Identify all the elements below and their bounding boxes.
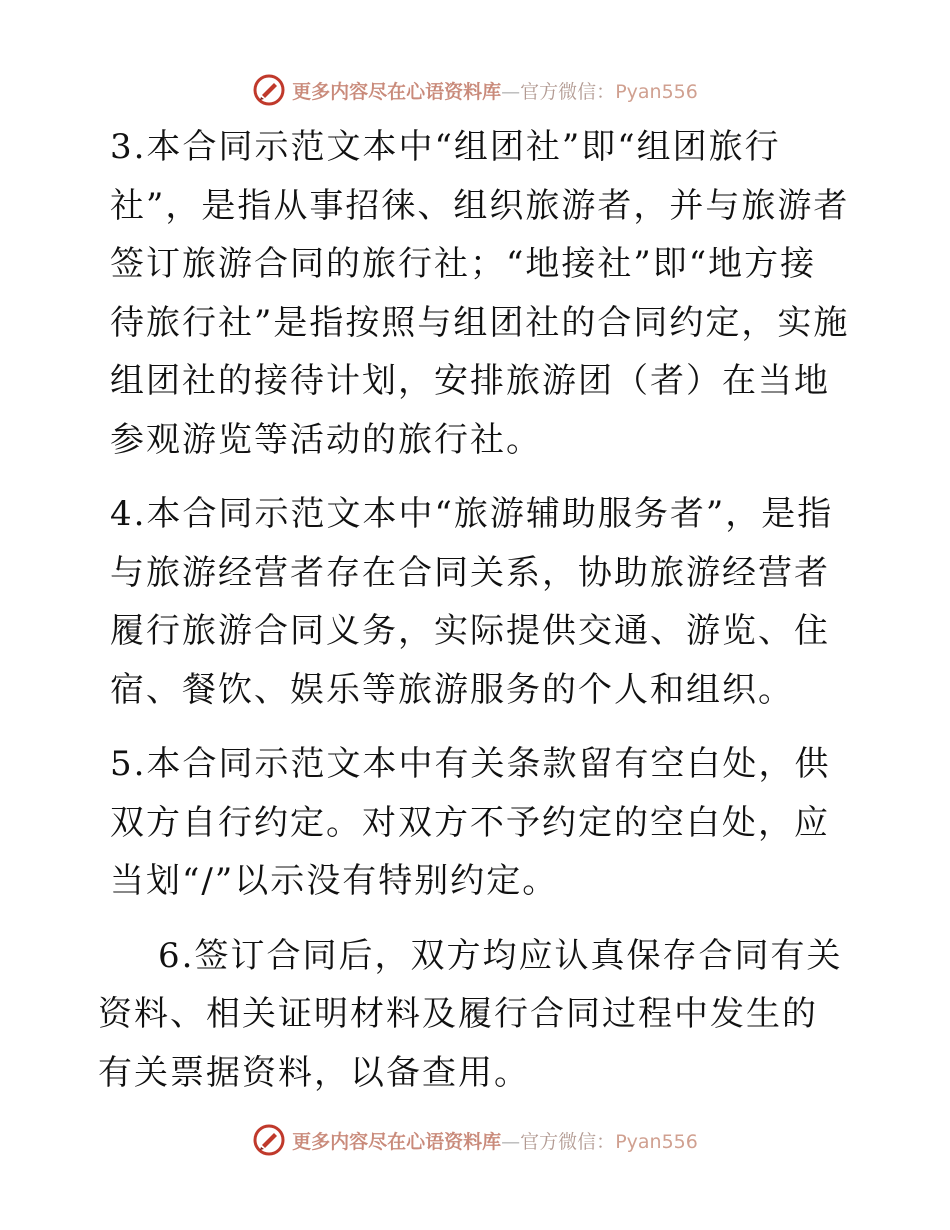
clause-4: 4.本合同示范文本中“旅游辅助服务者”，是指与旅游经营者存在合同关系，协助旅游经营者履行旅游合同义务，实际提供交通、游览、住宿、餐饮、娱乐等旅游服务的个人和组织。 [110,494,834,710]
footer-watermark [0,1120,950,1160]
clause-6: 6.签订合同后，双方均应认真保存合同有关资料、相关证明材料及履行合同过程中发生的有关票据资料，以备查用。 [98,935,843,1093]
watermark-wechat-label: 官方微信： [520,80,616,103]
watermark-text [292,77,698,104]
watermark-dash: — [501,1130,521,1153]
document-body [98,118,850,1102]
clause-3: 3.本合同示范文本中“组团社”即“组团旅行社”，是指从事招徕、组织旅游者，并与旅游者签订旅游合同的旅行社；“地接社”即“地方接待旅行社”是指按照与组团社的合同约定，实施组团社的接待计划，安排旅游团（者）在当地参观游览等活动的旅行社。 [110,127,850,460]
watermark-text [292,1127,698,1154]
watermark-wechat-id: Pyan556 [615,80,698,103]
brand-logo-icon [252,1123,286,1157]
watermark-brand: 更多内容尽在心语资料库 [292,80,502,103]
watermark-wechat-label: 官方微信： [520,1130,616,1153]
brand-logo-icon [252,73,286,107]
watermark-wechat-id: Pyan556 [615,1130,698,1153]
clause-5: 5.本合同示范文本中有关条款留有空白处，供双方自行约定。对双方不予约定的空白处，应当划“/”以示没有特别约定。 [110,744,831,901]
watermark-brand: 更多内容尽在心语资料库 [292,1130,502,1153]
watermark-dash: — [501,80,521,103]
header-watermark [0,70,950,110]
